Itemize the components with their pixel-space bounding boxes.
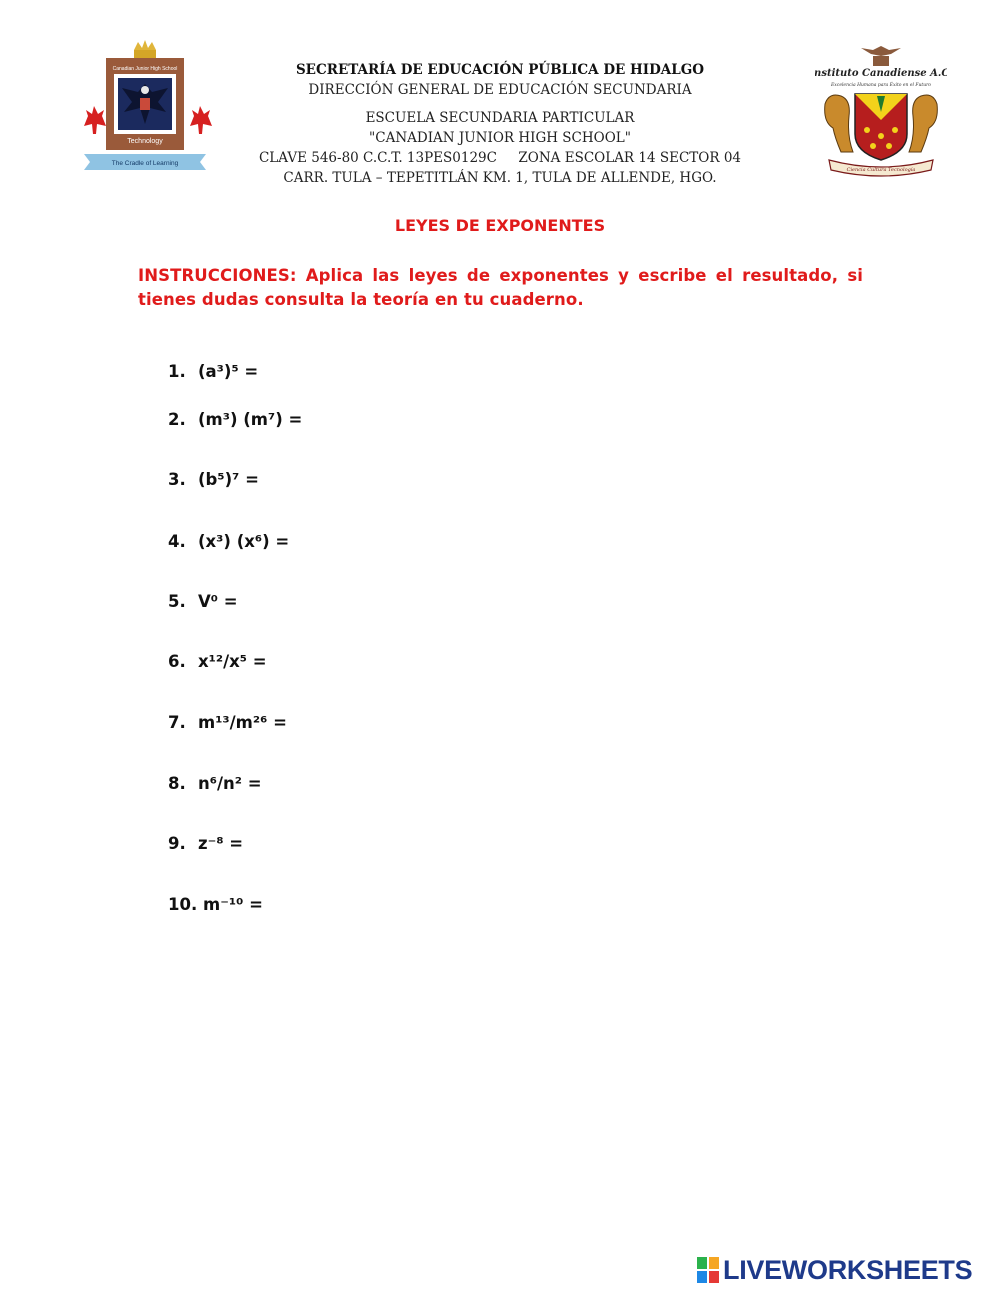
header-line-4: "CANADIAN JUNIOR HIGH SCHOOL" bbox=[369, 130, 631, 146]
exercise-item bbox=[168, 362, 258, 381]
eagle-top-icon bbox=[861, 46, 901, 66]
exercise-item bbox=[168, 410, 302, 429]
exercise-item bbox=[168, 834, 243, 853]
crest-shield-icon bbox=[855, 94, 907, 160]
header-line-6: CARR. TULA – TEPETITLÁN KM. 1, TULA DE ALLENDE, HGO. bbox=[283, 170, 717, 186]
exercise-expression: m⁻¹⁰ = bbox=[203, 895, 263, 914]
exercise-item bbox=[168, 652, 267, 671]
exercise-expression: z⁻⁸ = bbox=[198, 834, 244, 853]
instituto-canadiense-logo bbox=[815, 42, 947, 180]
exercise-item bbox=[168, 774, 262, 793]
institute-name: Instituto Canadiense A.C. bbox=[815, 68, 947, 79]
header-line-1: SECRETARÍA DE EDUCACIÓN PÚBLICA DE HIDALGO bbox=[295, 62, 705, 78]
exercise-expression: m¹³/m²⁶ = bbox=[198, 713, 287, 732]
exercise-expression: (b⁵)⁷ = bbox=[198, 470, 259, 489]
exercise-number: 1. bbox=[168, 362, 186, 381]
institute-motto: Excelencia Humana para Éxito en el Futuro bbox=[830, 83, 932, 88]
header-line-3: ESCUELA SECUNDARIA PARTICULAR bbox=[365, 110, 635, 126]
worksheet-title: LEYES DE EXPONENTES bbox=[394, 216, 606, 235]
exercise-number: 3. bbox=[168, 470, 186, 489]
logo-ribbon: The Cradle of Learning bbox=[111, 160, 179, 167]
exercise-expression: (m³) (m⁷) = bbox=[198, 410, 303, 429]
instructions-text: INSTRUCCIONES: Aplica las leyes de exponentes y escribe el resultado, si tienes dudas consulta la teoría en tu cuaderno. bbox=[138, 266, 863, 309]
exercise-expression: (x³) (x⁶) = bbox=[198, 532, 290, 551]
liveworksheets-wordmark: LIVEWORKSHEETS bbox=[723, 1254, 973, 1285]
exercise-item bbox=[168, 470, 259, 489]
lion-left-icon bbox=[825, 95, 853, 152]
exercise-item bbox=[168, 895, 263, 914]
logo-technology-word: Technology bbox=[127, 138, 163, 145]
exercise-item bbox=[168, 592, 238, 611]
exercise-item bbox=[168, 532, 289, 551]
exercise-expression: V⁰ = bbox=[198, 592, 238, 611]
crown-icon bbox=[134, 40, 156, 58]
exercise-number: 8. bbox=[168, 774, 186, 793]
logo-school-name: Canadian Junior High School bbox=[112, 66, 178, 72]
liveworksheets-logo-icon bbox=[697, 1257, 719, 1283]
liveworksheets-brand[interactable] bbox=[697, 1253, 997, 1287]
exercise-expression: (a³)⁵ = bbox=[198, 362, 259, 381]
exercise-number: 6. bbox=[168, 652, 186, 671]
exercise-expression: n⁶/n² = bbox=[198, 774, 262, 793]
lion-right-icon bbox=[909, 95, 937, 152]
crest-scroll-text: Ciencia Cultura Tecnología bbox=[846, 167, 916, 173]
exercise-number: 7. bbox=[168, 713, 186, 732]
exercise-number: 2. bbox=[168, 410, 186, 429]
exercise-number: 9. bbox=[168, 834, 186, 853]
exercise-number: 4. bbox=[168, 532, 186, 551]
exercise-number: 10. bbox=[168, 895, 198, 914]
exercise-item bbox=[168, 713, 287, 732]
header-line-2: DIRECCIÓN GENERAL DE EDUCACIÓN SECUNDARIA bbox=[308, 82, 692, 98]
exercise-expression: x¹²/x⁵ = bbox=[198, 652, 267, 671]
exercise-number: 5. bbox=[168, 592, 186, 611]
header-line-5: CLAVE 546-80 C.C.T. 13PES0129C ZONA ESCOLAR 14 SECTOR 04 bbox=[258, 150, 742, 166]
